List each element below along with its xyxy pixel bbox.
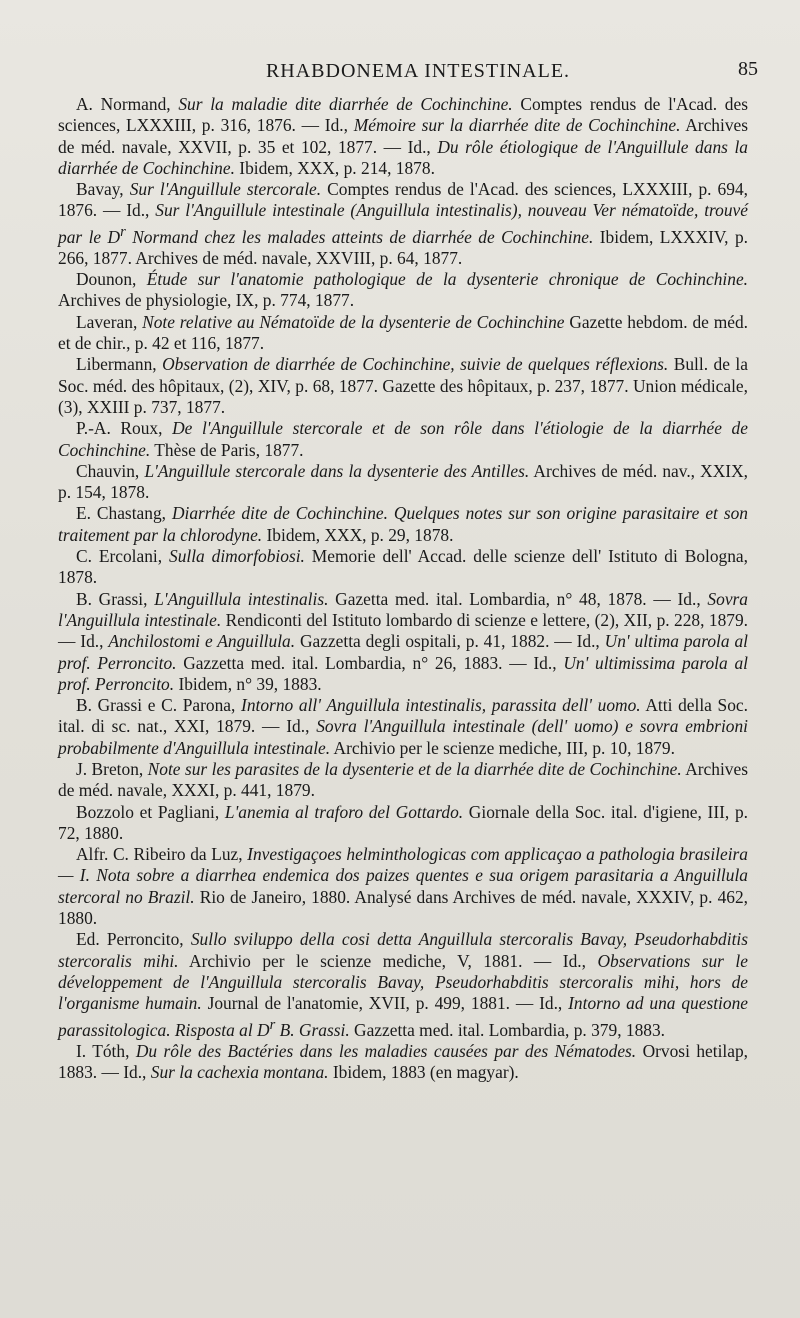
reference-text: Archives de méd. navale, XXXI, p. 441, 1879. <box>58 759 748 801</box>
reference-entry <box>58 179 748 269</box>
reference-text: Libermann, <box>76 354 163 375</box>
reference-entry <box>58 546 748 589</box>
reference-text: B. Grassi, <box>76 588 155 609</box>
reference-text: Comptes rendus de l'Acad. des sciences, LXXXIII, p. 694, 1876. — Id., <box>58 179 748 221</box>
reference-entry <box>58 503 748 546</box>
reference-title-text: L'Anguillule stercorale dans la dysenterie des Antilles. <box>144 460 530 481</box>
reference-text: Bavay, <box>76 179 130 200</box>
reference-text: B. Grassi e C. Parona, <box>76 695 242 716</box>
reference-title-text: Investigaçoes helminthologicas com applicaçao a pathologia brasileira — I. Nota sobre a diarrhea endemica dos paizes quentes e sua origem parasitaria a Anguillula stercoral no Brazil. <box>58 844 748 907</box>
reference-title-text: Sur la cachexia montana. <box>150 1061 329 1082</box>
reference-text: Memorie dell' Accad. delle scienze dell' Istituto di Bologna, 1878. <box>58 546 748 588</box>
reference-entry <box>58 695 748 759</box>
reference-title-text: Intorno ad una questione parassitologica. Risposta al D <box>58 993 748 1040</box>
reference-text: Gazette hebdom. de méd. et de chir., p. 42 et 116, 1877. <box>58 311 748 354</box>
reference-entry <box>58 589 748 695</box>
reference-title-text: Note relative au Nématoïde de la dysenterie de Cochinchine <box>142 311 565 332</box>
reference-entry <box>58 759 748 802</box>
reference-text: Ed. Perroncito, <box>76 929 191 950</box>
reference-text: Dounon, <box>76 269 147 290</box>
reference-title-text: Normand chez les malades atteints de diarrhée de Cochinchine. <box>125 226 594 247</box>
reference-text: Ibidem, 1883 (en magyar). <box>328 1061 519 1082</box>
reference-text: Archives de physiologie, IX, p. 774, 1877. <box>58 290 355 311</box>
reference-title-text: B. Grassi. <box>275 1019 350 1040</box>
reference-title-text: Sur l'Anguillule stercorale. <box>129 179 322 200</box>
reference-title-text: Note sur les parasites de la dysenterie et de la diarrhée dite de Cochinchine. <box>147 759 682 779</box>
running-title: RHABDONEMA INTESTINALE. <box>265 60 571 82</box>
reference-text: A. Normand, <box>76 94 179 114</box>
reference-text: J. Breton, <box>76 759 148 779</box>
reference-title-text: Sullo sviluppo della cosi detta Anguillula stercoralis Bavay, Pseudorhabditis stercoralis mihi. <box>58 929 748 971</box>
reference-text: P.-A. Roux, <box>76 418 173 439</box>
reference-text: Thèse de Paris, 1877. <box>150 439 304 460</box>
reference-title-text: Un' ultimissima parola al prof. Perroncito. <box>58 652 748 694</box>
reference-title-text: Du rôle des Bactéries dans les maladies causées par des Nématodes. <box>135 1040 637 1061</box>
reference-entry <box>58 802 748 845</box>
reference-title-text: Sovra l'Anguillula intestinale. <box>58 588 748 630</box>
reference-title-text: Observation de diarrhée de Cochinchine, suivie de quelques réflexions. <box>162 354 669 375</box>
reference-title-text: Sovra l'Anguillula intestinale (dell' uomo) e sovra embrioni probabilmente d'Anguillula intestinale. <box>58 716 748 758</box>
reference-text: Gazetta med. ital. Lombardia, n° 48, 1878. — Id., <box>328 588 708 609</box>
reference-text: I. Tóth, <box>76 1040 136 1061</box>
reference-title-text: Sulla dimorfobiosi. <box>169 546 305 567</box>
reference-text: Archivio per le scienze mediche, III, p. 10, 1879. <box>330 737 675 758</box>
reference-text: Atti della Soc. ital. di sc. nat., XXI, 1879. — Id., <box>58 695 748 737</box>
reference-title-text: De l'Anguillule stercorale et de son rôle dans l'étiologie de la diarrhée de Cochinchine. <box>58 418 748 460</box>
reference-text: C. Ercolani, <box>76 546 169 567</box>
reference-title-text: Étude sur l'anatomie pathologique de la dysenterie chronique de Cochinchine. <box>146 269 749 290</box>
reference-title-text: Sur la maladie dite diarrhée de Cochinchine. <box>178 94 513 114</box>
reference-text: Bull. de la Soc. méd. des hôpitaux, (2), XIV, p. 68, 1877. Gazette des hôpitaux, p. 237, 1877. Union médicale, (3), XXIII p. 737, 1877. <box>58 354 748 417</box>
reference-title-text: L'Anguillula intestinalis. <box>154 588 329 609</box>
reference-title-text: r <box>120 223 126 240</box>
reference-text: Alfr. C. Ribeiro da Luz, <box>76 844 248 865</box>
reference-title-text: Intorno all' Anguillula intestinalis, parassita dell' uomo. <box>241 695 641 716</box>
running-header <box>60 56 776 86</box>
reference-entry <box>58 929 748 1040</box>
reference-text: Ibidem, XXX, p. 214, 1878. <box>234 157 435 178</box>
reference-title-text: Un' ultima parola al prof. Perroncito. <box>58 631 748 673</box>
reference-text: Bozzolo et Pagliani, <box>76 801 225 822</box>
reference-title-text: r <box>269 1016 276 1033</box>
reference-text: Comptes rendus de l'Acad. des sciences, LXXXIII, p. 316, 1876. — Id., <box>58 94 748 136</box>
reference-text: Gazzetta med. ital. Lombardia, p. 379, 1883. <box>349 1019 666 1040</box>
reference-entry <box>58 94 748 179</box>
reference-text: Ibidem, XXX, p. 29, 1878. <box>262 524 454 545</box>
reference-text: Archives de méd. navale, XXVII, p. 35 et 102, 1877. — Id., <box>58 115 749 157</box>
reference-title-text: L'anemia al traforo del Gottardo. <box>224 801 464 822</box>
reference-entry <box>58 312 748 355</box>
reference-title-text: Mémoire sur la diarrhée dite de Cochinchine. <box>353 115 681 136</box>
reference-entry <box>58 418 748 461</box>
reference-text: Laveran, <box>76 311 143 332</box>
reference-text: Giornale della Soc. ital. d'igiene, III, p. 72, 1880. <box>58 801 748 843</box>
reference-title-text: Sur l'Anguillule intestinale (Anguillula intestinalis), nouveau Ver nématoïde, trouvé par le D <box>58 200 748 247</box>
reference-text: Rendiconti del Istituto lombardo di scienze e lettere, (2), XII, p. 228, 1879. — Id., <box>58 609 749 652</box>
reference-text: Ibidem, n° 39, 1883. <box>174 673 322 694</box>
reference-text: E. Chastang, <box>76 503 172 524</box>
reference-text: Gazzetta degli ospitali, p. 41, 1882. — Id., <box>295 631 605 652</box>
page-number: 85 <box>738 58 758 80</box>
reference-title-text: Du rôle étiologique de l'Anguillule dans la diarrhée de Cochinchine. <box>58 136 748 178</box>
reference-text: Orvosi hetilap, 1883. — Id., <box>58 1040 748 1082</box>
reference-entry <box>58 844 748 929</box>
reference-text: Archives de méd. nav., XXIX, p. 154, 1878. <box>58 460 748 503</box>
reference-text: Archivio per le scienze mediche, V, 1881. — Id., <box>178 950 598 971</box>
reference-title-text: Observations sur le développement de l'Anguillula stercoralis Bavay, Pseudorhabditis stercoralis mihi, hors de l'organisme humain. <box>58 950 748 1014</box>
reference-title-text: Diarrhée dite de Cochinchine. Quelques notes sur son origine parasitaire et son traitement par la chlorodyne. <box>58 503 748 545</box>
reference-text: Chauvin, <box>76 460 145 481</box>
reference-list <box>58 94 748 1083</box>
reference-entry <box>58 354 748 418</box>
reference-text: Gazzetta med. ital. Lombardia, n° 26, 1883. — Id., <box>176 652 564 673</box>
reference-text: Journal de l'anatomie, XVII, p. 499, 1881. — Id., <box>201 993 569 1014</box>
reference-entry <box>58 461 748 504</box>
reference-text: Ibidem, LXXXIV, p. 266, 1877. Archives de méd. navale, XXVIII, p. 64, 1877. <box>58 226 749 268</box>
reference-text: Rio de Janeiro, 1880. Analysé dans Archives de méd. navale, XXXIV, p. 462, 1880. <box>58 886 748 929</box>
reference-title-text: Anchilostomi e Anguillula. <box>108 631 296 652</box>
reference-entry <box>58 269 748 312</box>
reference-entry <box>58 1041 748 1084</box>
